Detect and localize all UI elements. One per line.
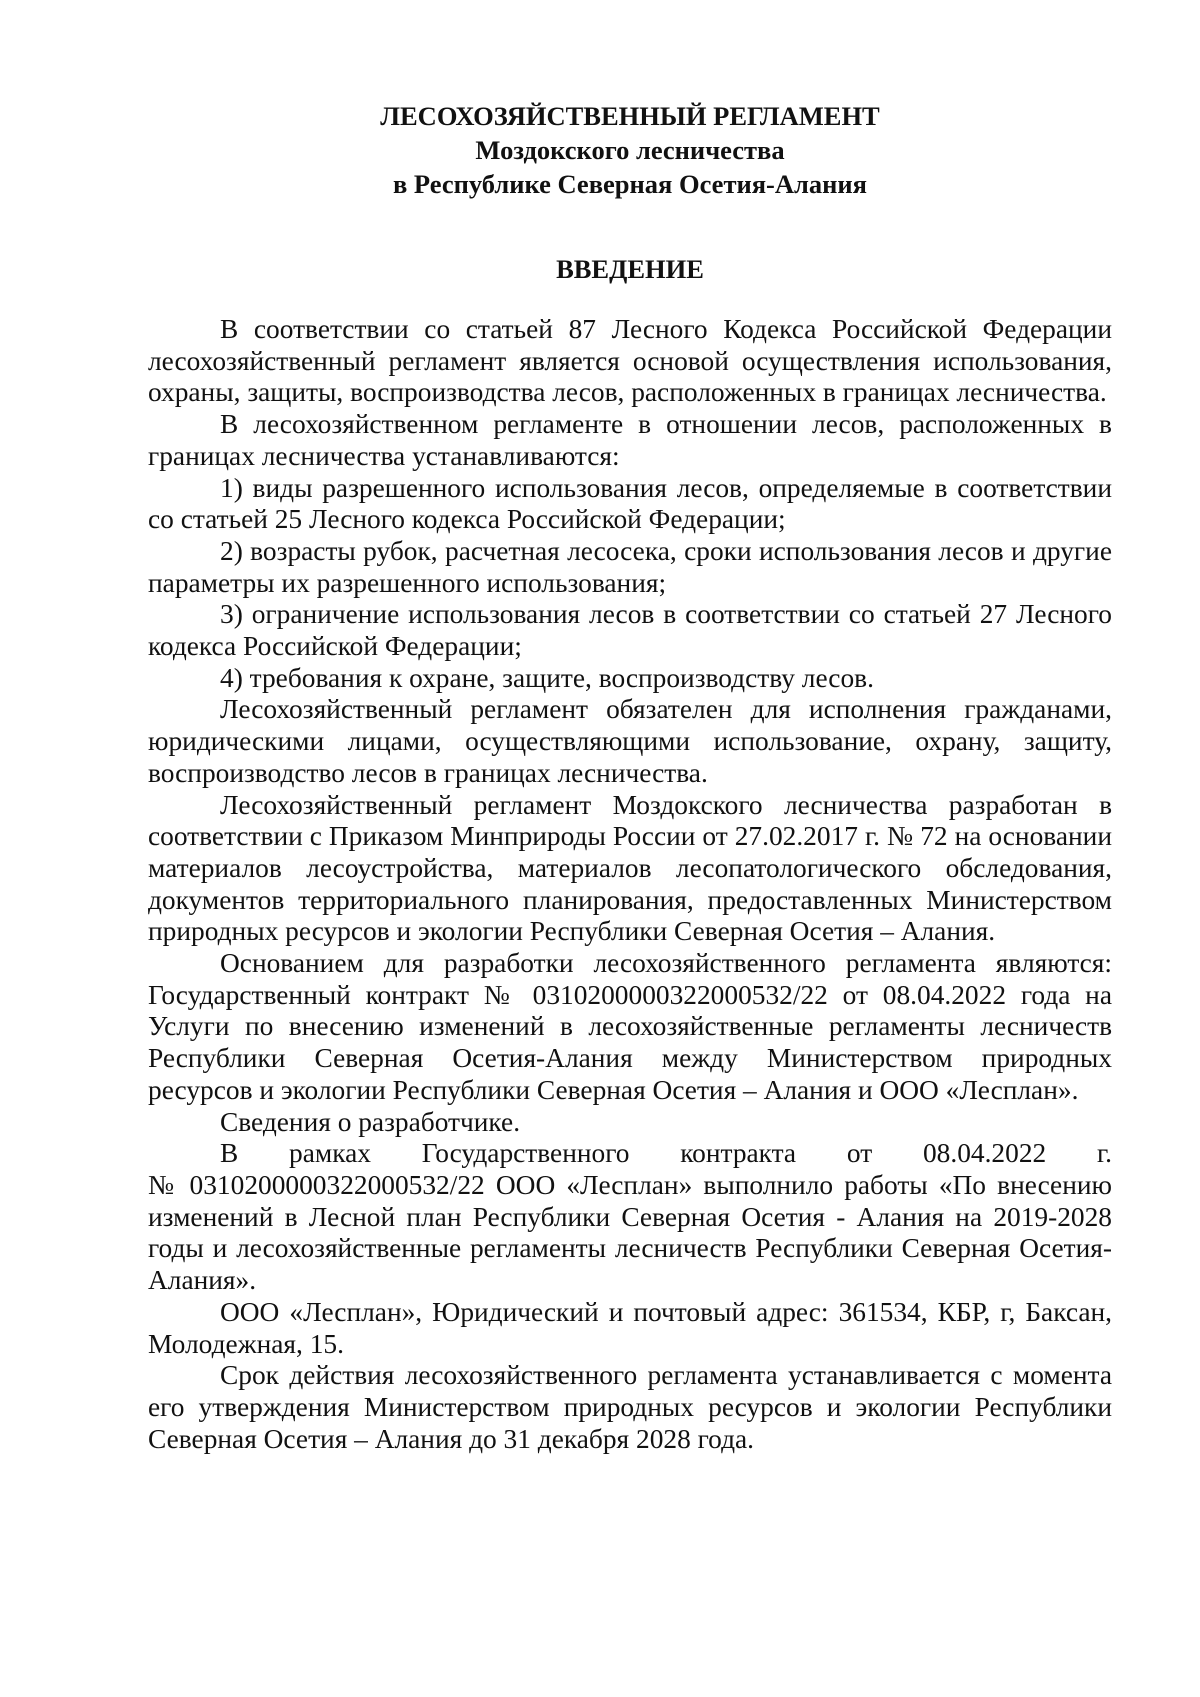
paragraph-validity-period: Срок действия лесохозяйственного регламента устанавливается с момента его утверждения Министерством природных ресурсов и экологии Республики Северная Осетия – Алания до 31 декабря 2028 года. (148, 1360, 1112, 1454)
document-subtitle-region: в Республике Северная Осетия-Алания (392, 169, 868, 199)
document-title: ЛЕСОХОЗЯЙСТВЕННЫЙ РЕГЛАМЕНТ (380, 101, 880, 131)
section-heading-introduction: ВВЕДЕНИЕ (556, 254, 704, 284)
paragraph-development-basis: Лесохозяйственный регламент Моздокского лесничества разработан в соответствии с Приказом Минприроды России от 27.02.2017 г. № 72 на основании материалов лесоустройства, материалов лесопатологического обследования, документов территориального планирования, предоставленных Министерством природных ресурсов и экологии Республики Северная Осетия – Алания. (148, 789, 1112, 947)
paragraph-contract-line: В рамках Государственного контракта от 08.04.2022 г. (220, 1138, 1112, 1169)
document-body (148, 314, 1112, 1455)
document-subtitle-forestry: Моздокского лесничества (475, 135, 785, 165)
paragraph-developer-heading: Сведения о разработчике. (220, 1106, 521, 1137)
paragraph-state-contract: Основанием для разработки лесохозяйственного регламента являются: Государственный контракт № 0310200000322000532/22 от 08.04.2022 года на Услуги по внесению изменений в лесохозяйственные регламенты лесничеств Республики Северная Осетия-Алания между Министерством природных ресурсов и экологии Республики Северная Осетия – Алания и ООО «Лесплан». (148, 948, 1112, 1105)
paragraph-developer-address: ООО «Лесплан», Юридический и почтовый адрес: 361534, КБР, г, Баксан, Молодежная, 15. (148, 1296, 1112, 1359)
paragraph-contract-works: № 0310200000322000532/22 ООО «Лесплан» выполнило работы «По внесению изменений в Лесной план Республики Северная Осетия - Алания на 2019-2028 годы и лесохозяйственные регламенты лесничеств Республики Северная Осетия-Алания». (148, 1169, 1112, 1296)
list-item-protection-requirements: 4) требования к охране, защите, воспроизводству лесов. (220, 662, 874, 693)
list-item-cutting-ages: 2) возрасты рубок, расчетная лесосека, сроки использования лесов и другие параметры их разрешенного использования; (148, 535, 1112, 598)
paragraph-mandatory-compliance: Лесохозяйственный регламент обязателен для исполнения гражданами, юридическими лицами, осуществляющими использование, охрану, защиту, воспроизводство лесов в границах лесничества. (148, 694, 1112, 788)
paragraph-legal-basis: В соответствии со статьей 87 Лесного Кодекса Российской Федерации лесохозяйственный регламент является основой осуществления использования, охраны, защиты, воспроизводства лесов, расположенных в границах лесничества. (148, 314, 1112, 408)
paragraph-established-items: В лесохозяйственном регламенте в отношении лесов, расположенных в границах лесничества устанавливаются: (148, 409, 1112, 471)
list-item-use-restrictions: 3) ограничение использования лесов в соответствии со статьей 27 Лесного кодекса Российской Федерации; (148, 599, 1112, 662)
list-item-permitted-uses: 1) виды разрешенного использования лесов, определяемые в соответствии со статьей 25 Лесного кодекса Российской Федерации; (148, 472, 1112, 535)
